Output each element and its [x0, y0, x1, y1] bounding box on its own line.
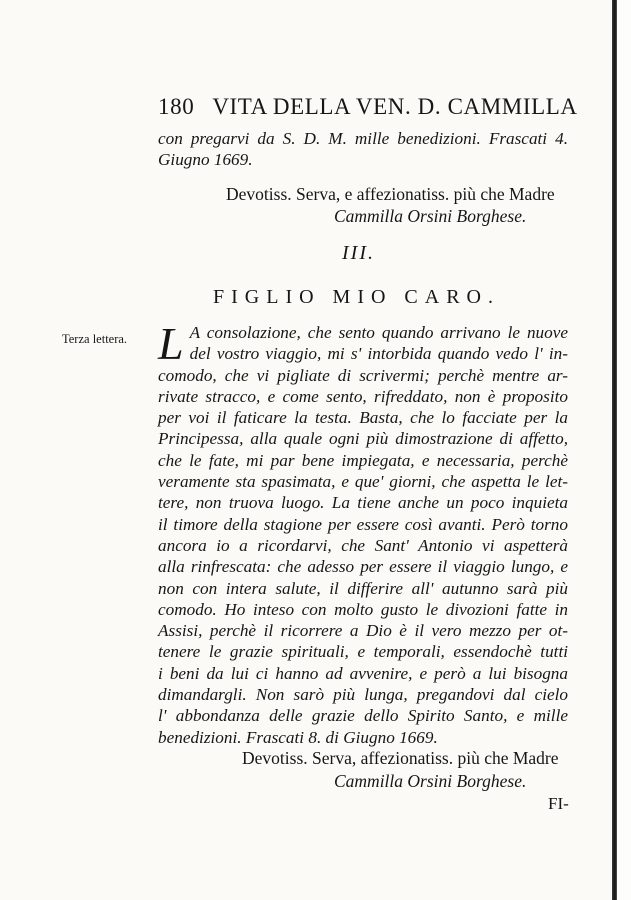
text-line: comodo, che vi pigliate di scrivermi; perchè mentre ar-: [158, 365, 568, 385]
text-line: che le fate, mi par bene impiegata, e necessaria, perchè: [158, 450, 568, 470]
signature-line: Devotiss. Serva, e affezionatiss. più che Madre: [226, 184, 555, 204]
previous-letter-closing: [158, 128, 568, 170]
signature-name: Cammilla Orsini Borghese.: [334, 206, 527, 226]
letter-body: [158, 318, 568, 748]
signature-name: Cammilla Orsini Borghese.: [334, 771, 527, 791]
page-edge-margin: [617, 0, 631, 900]
letter-numeral: III.: [342, 242, 375, 264]
text-line: Assisi, perchè il ricorrere a Dio è il vero mezzo per ot-: [158, 621, 568, 641]
book-spine-edge: [612, 0, 617, 900]
catchword: FI-: [548, 794, 569, 813]
text-line: del vostro viaggio, mi s' intorbida quando vedo l' in-: [189, 344, 568, 364]
text-line: A consolazione, che sento quando arrivano le nuove: [189, 323, 568, 342]
text-line: il timore della stagione per essere così avanti. Però torno: [158, 514, 568, 534]
text-line: tere, non truova luogo. La tiene anche un poco inquieta: [158, 493, 568, 513]
signature-line: Devotiss. Serva, affezionatiss. più che Madre: [242, 748, 559, 768]
text-line: ancora io a ricordarvi, che Sant' Antonio vi aspetterà: [158, 535, 568, 555]
letter-salutation: FIGLIO MIO CARO.: [213, 286, 500, 308]
margin-note: Terza lettera.: [62, 332, 128, 346]
text-line: l' abbondanza delle grazie dello Spirito Santo, e mille: [158, 706, 568, 726]
text-line: veramente sta spasimata, e que' giorni, che aspetta le let-: [158, 472, 568, 492]
text-line: per voi il faticare la testa. Basta, che lo facciate per la: [158, 408, 568, 428]
text-line: Principessa, alla quale ogni più dimostrazione di affetto,: [158, 429, 568, 449]
text-line: benedizioni. Frascati 8. di Giugno 1669.: [158, 727, 438, 747]
running-title: VITA DELLA VEN. D. CAMMILLA: [212, 94, 578, 119]
text-line: alla rinfrescata: che adesso per essere il viaggio lungo, e: [158, 557, 568, 577]
text-line: rivate stracco, e come sento, rifreddato, non è proposito: [158, 386, 568, 406]
text-line: dimandargli. Non sarò più lunga, pregandovi dal cielo: [158, 685, 568, 705]
text-line: Giugno 1669.: [158, 150, 253, 170]
text-line: i beni da lui ci hanno ad avvenire, e però a lui bisogna: [158, 663, 568, 683]
text-line: con pregarvi da S. D. M. mille benedizioni. Frascati 4.: [158, 129, 568, 148]
text-line: non con intera salute, il differire all' autunno sarà più: [158, 578, 568, 598]
text-line: tenere le grazie spirituali, e temporali, essendochè tutti: [158, 642, 568, 662]
page-number: 180: [158, 94, 195, 119]
drop-cap: L: [158, 318, 184, 369]
running-header: [158, 94, 578, 120]
text-line: comodo. Ho inteso con molto gusto le divozioni fatte in: [158, 599, 568, 619]
